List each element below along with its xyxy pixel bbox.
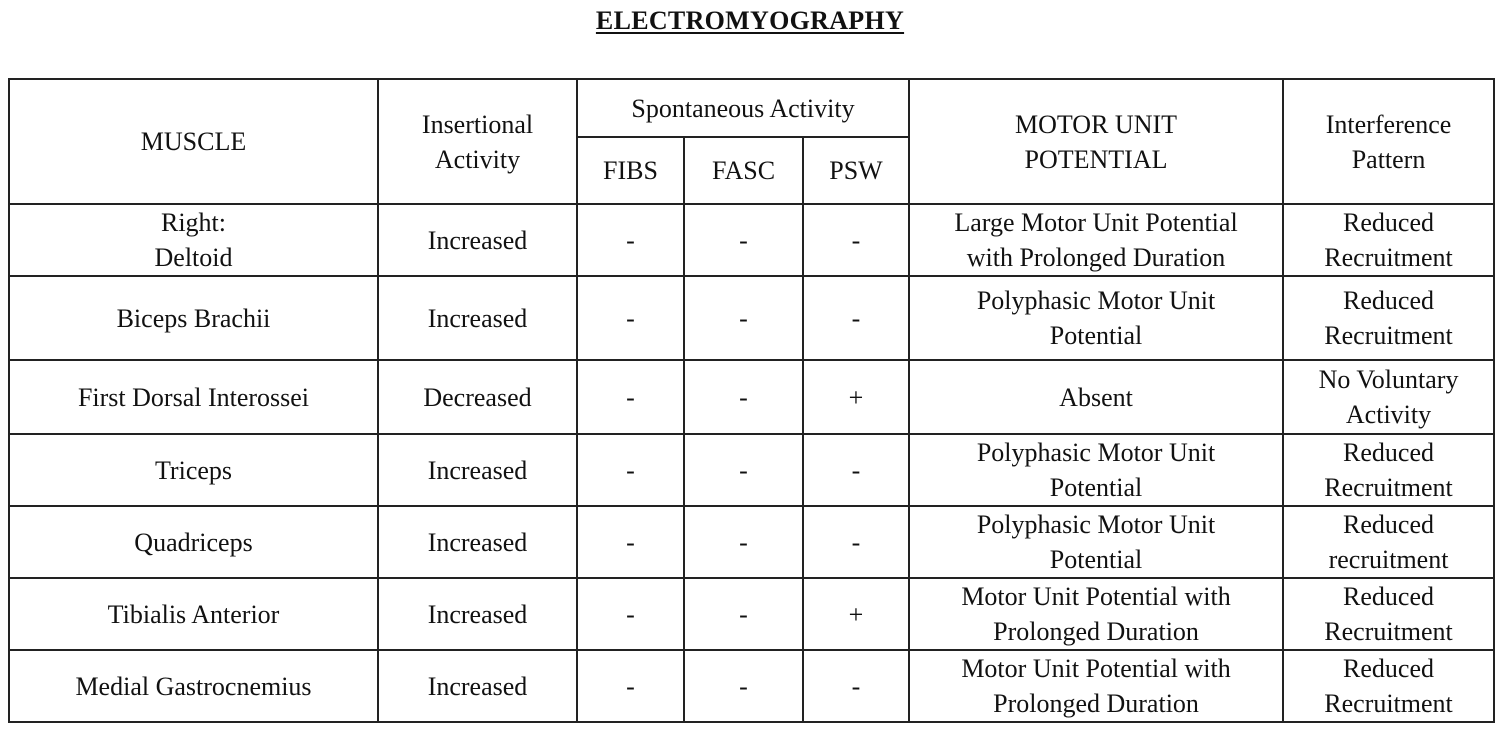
muscle-cell-line: Medial Gastrocnemius bbox=[75, 671, 312, 701]
page-title: ELECTROMYOGRAPHY bbox=[595, 6, 905, 35]
mup-cell-line: Motor Unit Potential with bbox=[961, 654, 1231, 683]
interference-cell-line: Reduced bbox=[1343, 286, 1434, 315]
insertional-cell: Increased bbox=[378, 276, 577, 360]
mup-cell-line: Polyphasic Motor Unit bbox=[976, 438, 1216, 467]
interference-cell-line: Recruitment bbox=[1324, 473, 1453, 502]
muscle-cell-line: Deltoid bbox=[154, 243, 233, 272]
header-muscle: MUSCLE bbox=[9, 79, 378, 204]
muscle-cell bbox=[9, 434, 378, 506]
interference-cell-line: Reduced bbox=[1343, 438, 1434, 467]
fibs-cell: - bbox=[577, 434, 684, 506]
header-interference-line: Pattern bbox=[1351, 144, 1426, 174]
header-mup-line: POTENTIAL bbox=[1024, 144, 1168, 174]
fasc-cell: - bbox=[684, 204, 803, 276]
muscle-cell-line: Triceps bbox=[154, 455, 233, 485]
header-mup-line: MOTOR UNIT bbox=[1015, 109, 1178, 139]
header-fasc: FASC bbox=[684, 137, 803, 204]
mup-cell bbox=[909, 578, 1283, 650]
insertional-cell: Increased bbox=[378, 204, 577, 276]
mup-cell-line: Potential bbox=[1049, 545, 1143, 574]
table-row bbox=[9, 650, 1494, 722]
mup-cell bbox=[909, 204, 1283, 276]
fasc-cell: - bbox=[684, 506, 803, 578]
emg-table bbox=[8, 78, 1495, 723]
fasc-cell: - bbox=[684, 360, 803, 434]
header-interference-pattern bbox=[1283, 79, 1494, 204]
muscle-cell bbox=[9, 578, 378, 650]
table-header bbox=[9, 79, 1494, 204]
interference-cell-line: Recruitment bbox=[1324, 243, 1453, 272]
header-insertional-activity bbox=[378, 79, 577, 204]
header-motor-unit-potential bbox=[909, 79, 1283, 204]
insertional-cell: Increased bbox=[378, 434, 577, 506]
muscle-cell bbox=[9, 506, 378, 578]
header-fibs: FIBS bbox=[577, 137, 684, 204]
psw-cell: - bbox=[803, 650, 909, 722]
mup-cell-line: with Prolonged Duration bbox=[966, 243, 1226, 272]
psw-cell: - bbox=[803, 506, 909, 578]
muscle-cell bbox=[9, 360, 378, 434]
interference-cell-line: Reduced bbox=[1343, 654, 1434, 683]
muscle-cell bbox=[9, 276, 378, 360]
mup-cell-line: Motor Unit Potential with bbox=[961, 582, 1231, 611]
interference-cell bbox=[1283, 360, 1494, 434]
mup-cell-line: Potential bbox=[1049, 473, 1143, 502]
interference-cell bbox=[1283, 650, 1494, 722]
mup-cell-line: Polyphasic Motor Unit bbox=[976, 286, 1216, 315]
interference-cell-line: Reduced bbox=[1343, 208, 1434, 237]
interference-cell bbox=[1283, 578, 1494, 650]
insertional-cell: Increased bbox=[378, 578, 577, 650]
fasc-cell: - bbox=[684, 276, 803, 360]
insertional-cell: Increased bbox=[378, 650, 577, 722]
fasc-cell: - bbox=[684, 578, 803, 650]
mup-cell bbox=[909, 506, 1283, 578]
interference-cell bbox=[1283, 506, 1494, 578]
table-body bbox=[9, 204, 1494, 722]
table-row bbox=[9, 276, 1494, 360]
interference-cell-line: Activity bbox=[1345, 400, 1432, 429]
table-row bbox=[9, 506, 1494, 578]
interference-cell bbox=[1283, 434, 1494, 506]
interference-cell bbox=[1283, 204, 1494, 276]
mup-cell bbox=[909, 276, 1283, 360]
mup-cell bbox=[909, 360, 1283, 434]
header-interference-line: Interference bbox=[1325, 109, 1452, 139]
mup-cell-line: Prolonged Duration bbox=[993, 689, 1199, 718]
fibs-cell: - bbox=[577, 204, 684, 276]
interference-cell-line: recruitment bbox=[1328, 545, 1449, 574]
fibs-cell: - bbox=[577, 276, 684, 360]
interference-cell-line: No Voluntary bbox=[1318, 365, 1459, 394]
fibs-cell: - bbox=[577, 506, 684, 578]
psw-cell: - bbox=[803, 434, 909, 506]
interference-cell-line: Recruitment bbox=[1324, 321, 1453, 350]
interference-cell-line: Reduced bbox=[1343, 510, 1434, 539]
muscle-cell bbox=[9, 204, 378, 276]
interference-cell-line: Recruitment bbox=[1324, 689, 1453, 718]
mup-cell-line: Potential bbox=[1049, 321, 1143, 350]
insertional-cell: Decreased bbox=[378, 360, 577, 434]
psw-cell: - bbox=[803, 204, 909, 276]
muscle-cell-line: Tibialis Anterior bbox=[107, 599, 280, 629]
fibs-cell: - bbox=[577, 578, 684, 650]
mup-cell-line: Absent bbox=[1059, 382, 1133, 412]
interference-cell-line: Recruitment bbox=[1324, 617, 1453, 646]
muscle-cell-line: Biceps Brachii bbox=[116, 303, 271, 333]
psw-cell: + bbox=[803, 578, 909, 650]
muscle-cell-line: First Dorsal Interossei bbox=[77, 382, 310, 412]
mup-cell-line: Prolonged Duration bbox=[993, 617, 1199, 646]
interference-cell-line: Reduced bbox=[1343, 582, 1434, 611]
fasc-cell: - bbox=[684, 650, 803, 722]
header-psw: PSW bbox=[803, 137, 909, 204]
header-insertional-line: Activity bbox=[434, 144, 521, 174]
header-spontaneous-activity: Spontaneous Activity bbox=[577, 79, 909, 137]
psw-cell: + bbox=[803, 360, 909, 434]
muscle-cell bbox=[9, 650, 378, 722]
fibs-cell: - bbox=[577, 360, 684, 434]
muscle-cell-line: Quadriceps bbox=[134, 527, 253, 557]
mup-cell-line: Polyphasic Motor Unit bbox=[976, 510, 1216, 539]
insertional-cell: Increased bbox=[378, 506, 577, 578]
table-row bbox=[9, 204, 1494, 276]
table-row bbox=[9, 360, 1494, 434]
interference-cell bbox=[1283, 276, 1494, 360]
table-row bbox=[9, 578, 1494, 650]
mup-cell bbox=[909, 650, 1283, 722]
psw-cell: - bbox=[803, 276, 909, 360]
header-insertional-line: Insertional bbox=[421, 109, 534, 139]
fibs-cell: - bbox=[577, 650, 684, 722]
fasc-cell: - bbox=[684, 434, 803, 506]
table-row bbox=[9, 434, 1494, 506]
mup-cell-line: Large Motor Unit Potential bbox=[954, 208, 1238, 237]
mup-cell bbox=[909, 434, 1283, 506]
muscle-cell-line: Right: bbox=[160, 208, 226, 237]
